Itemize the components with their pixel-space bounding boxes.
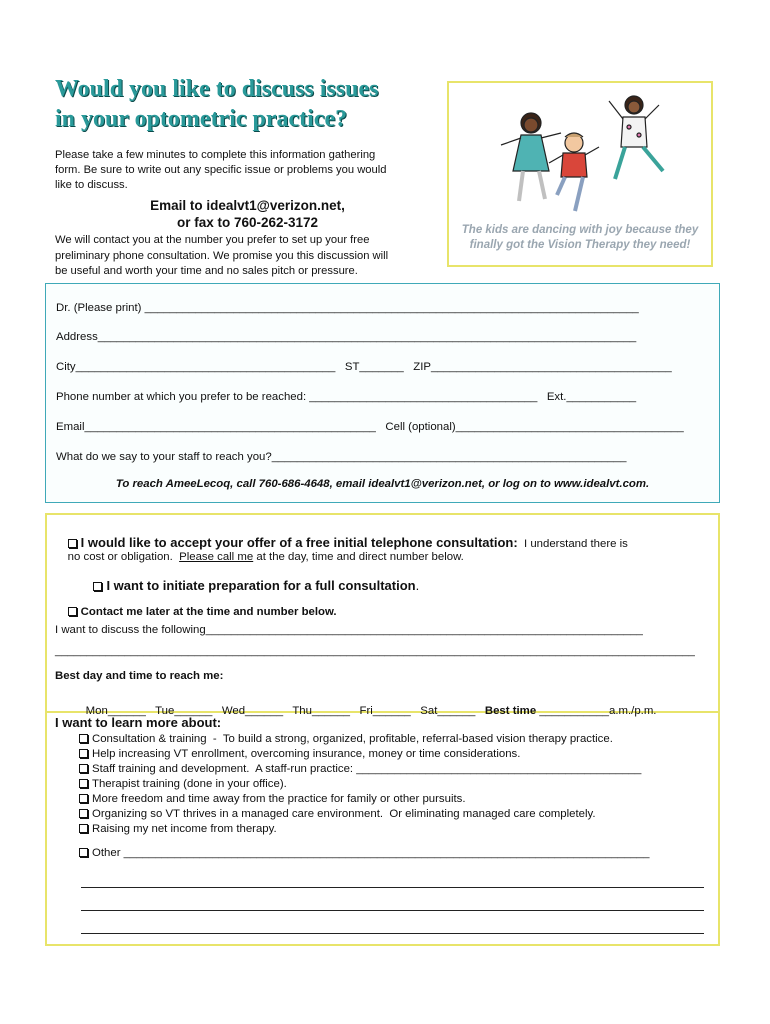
- title-line-1: Would you like to discuss issues: [55, 76, 379, 102]
- dancing-kids-illustration: [449, 83, 711, 223]
- checkbox-icon[interactable]: [79, 764, 88, 773]
- accept-note-a: no cost or obligation.: [67, 551, 180, 563]
- learn-item-label: More freedom and time away from the practice for family or other pursuits.: [92, 793, 466, 805]
- contact-later-label: Contact me later at the time and number below.: [80, 606, 337, 618]
- page-title: [55, 74, 445, 134]
- consultation-section: [45, 513, 720, 717]
- learn-item[interactable]: [79, 823, 277, 835]
- accept-note-b: at the day, time and direct number below.: [253, 551, 464, 563]
- checkbox-icon[interactable]: [79, 794, 88, 803]
- address-field[interactable]: Address_____________________________________________________________________________________: [56, 331, 637, 343]
- contact-line: We will contact you at the number you prefer to set up your free: [55, 234, 370, 246]
- learn-item-label: Raising my net income from therapy.: [92, 823, 277, 835]
- contact-info-form: [45, 283, 720, 503]
- learn-item[interactable]: [79, 808, 596, 820]
- email-cell-field[interactable]: Email______________________________________________ Cell (optional)____________________________________: [56, 421, 684, 433]
- contact-text: [55, 233, 440, 280]
- title-line-2: in your optometric practice?: [55, 106, 348, 132]
- checkbox-icon[interactable]: [79, 734, 88, 743]
- learn-item-label: Staff training and development. A staff-run practice: _____________________________________________: [92, 763, 642, 775]
- checkbox-icon[interactable]: [79, 824, 88, 833]
- write-in-line[interactable]: [81, 910, 704, 911]
- learn-item[interactable]: [79, 748, 520, 760]
- learn-item[interactable]: [79, 763, 641, 775]
- checkbox-icon[interactable]: [93, 582, 102, 591]
- caption-line: The kids are dancing with joy because they: [461, 224, 699, 236]
- contact-line: be useful and worth your time and no sales pitch or pressure.: [55, 265, 358, 277]
- prepare-dot: .: [415, 578, 420, 593]
- learn-item-label: Organizing so VT thrives in a managed care environment. Or eliminating managed care completely.: [92, 808, 596, 820]
- other-field[interactable]: [79, 847, 649, 859]
- checkbox-icon[interactable]: [79, 809, 88, 818]
- boy-middle-figure: [549, 133, 599, 211]
- illustration-caption: [449, 223, 711, 253]
- accept-note-underlined: Please call me: [179, 551, 254, 563]
- checkbox-icon[interactable]: [68, 607, 77, 616]
- learn-item[interactable]: [79, 778, 287, 790]
- intro-line: like to discuss.: [55, 179, 128, 191]
- other-label[interactable]: Other ___________________________________________________________________________________: [92, 847, 650, 859]
- staff-message-field[interactable]: What do we say to your staff to reach you?________________________________________________________: [56, 451, 627, 463]
- learn-item-label: Consultation & training - To build a strong, organized, profitable, referral-based vision therapy practice.: [92, 733, 613, 745]
- accept-note: I understand there is: [517, 538, 628, 550]
- learn-item[interactable]: [79, 793, 466, 805]
- best-time-label: Best time: [484, 705, 537, 717]
- reach-info: To reach AmeeLecoq, call 760-686-4648, email idealvt1@verizon.net, or log on to www.idealvt.com.: [115, 478, 650, 490]
- best-day-label: Best day and time to reach me:: [55, 670, 224, 682]
- write-in-line[interactable]: [81, 887, 704, 888]
- checkbox-icon[interactable]: [79, 779, 88, 788]
- learn-item-label: Therapist training (done in your office).: [92, 778, 287, 790]
- discuss-field-line-2[interactable]: _____________________________________________________________________________________________________: [55, 645, 695, 657]
- accept-label: I would like to accept your offer of a free initial telephone consultation:: [80, 535, 518, 550]
- intro-line: Please take a few minutes to complete this information gathering: [55, 149, 376, 161]
- checkbox-icon[interactable]: [79, 848, 88, 857]
- city-state-zip-field[interactable]: City_________________________________________ ST_______ ZIP______________________________________: [56, 361, 672, 373]
- email-fax-heading: [55, 197, 440, 231]
- learn-item[interactable]: [79, 733, 613, 745]
- discuss-field[interactable]: I want to discuss the following_____________________________________________________________________: [55, 624, 643, 636]
- best-time-field[interactable]: ___________a.m./p.m.: [536, 705, 657, 717]
- girl-right-figure: [609, 96, 663, 179]
- write-in-line[interactable]: [81, 933, 704, 934]
- intro-text: [55, 148, 440, 193]
- phone-field[interactable]: Phone number at which you prefer to be reached: ____________________________________ Ext.___________: [56, 391, 637, 403]
- learn-more-section: [45, 711, 720, 946]
- email-line: Email to idealvt1@verizon.net,: [150, 198, 345, 213]
- learn-more-heading: I want to learn more about:: [55, 715, 222, 730]
- learn-item-label: Help increasing VT enrollment, overcoming insurance, money or time considerations.: [92, 748, 521, 760]
- days-fields[interactable]: Mon______ Tue______ Wed______ Thu______ Fri______ Sat______: [85, 705, 476, 717]
- intro-line: form. Be sure to write out any specific issue or problems you would: [55, 164, 387, 176]
- fax-line: or fax to 760-262-3172: [176, 215, 319, 230]
- caption-line: finally got the Vision Therapy they need!: [469, 239, 691, 251]
- contact-line: preliminary phone consultation. We promise you this discussion will: [55, 249, 389, 262]
- prepare-label: I want to initiate preparation for a full consultation: [106, 578, 416, 593]
- girl-left-figure: [501, 113, 561, 201]
- illustration-box: [447, 81, 713, 267]
- checkbox-icon[interactable]: [79, 749, 88, 758]
- doctor-name-field[interactable]: Dr. (Please print) ______________________________________________________________________________: [56, 302, 639, 314]
